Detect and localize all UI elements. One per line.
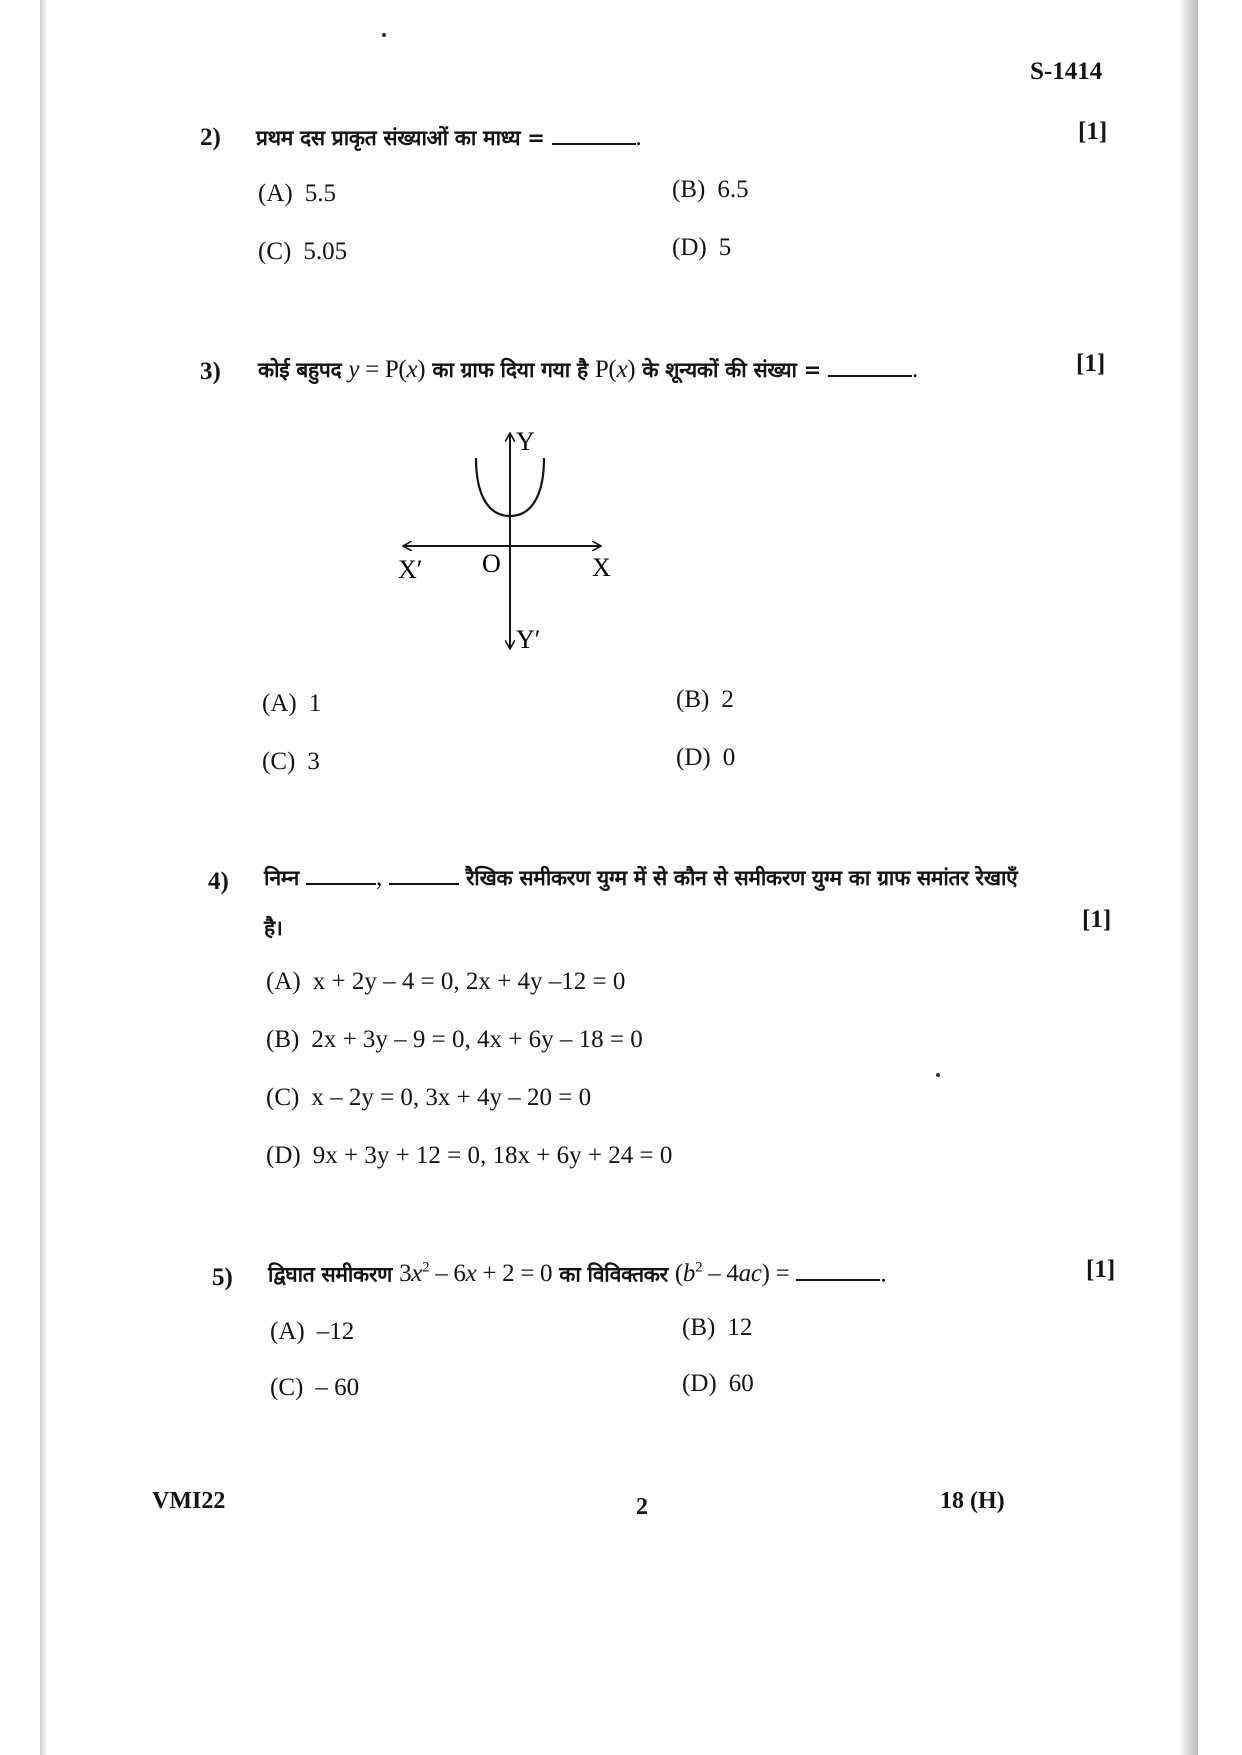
x-axis-label: X	[592, 553, 611, 582]
option-b	[676, 686, 734, 714]
option-c	[266, 1084, 591, 1112]
footer-version: 18 (H)	[940, 1488, 1005, 1514]
option-value: 3	[307, 748, 320, 775]
option-value: 60	[728, 1370, 754, 1397]
question-text-part: का विविक्तकर	[559, 1262, 668, 1287]
question-text: निम्न , रैखिक समीकरण युग्म में से कौन से समीकरण युग्म का ग्राफ समांतर रेखाएँ	[264, 864, 1018, 891]
question-number: 5)	[212, 1264, 233, 1291]
question-text-part: द्विघात समीकरण	[268, 1262, 393, 1287]
footer-code: VMI22	[152, 1488, 226, 1514]
option-c	[270, 1374, 359, 1402]
question-text: कोई बहुपद y = P(x) का ग्राफ दिया गया है P(x) के शून्यकों की संख्या = .	[258, 356, 918, 383]
question-text: प्रथम दस प्राकृत संख्याओं का माध्य = .	[256, 124, 642, 151]
math-expression: P(x)	[594, 356, 636, 383]
paper-code: S-1414	[1030, 58, 1103, 85]
option-c	[262, 748, 320, 776]
option-label: (B)	[672, 176, 706, 203]
option-value: 2	[721, 686, 734, 713]
option-value: x – 2y = 0, 3x + 4y – 20 = 0	[311, 1084, 592, 1111]
option-a	[270, 1318, 354, 1346]
option-label: (B)	[266, 1026, 300, 1053]
option-label: (D)	[676, 744, 711, 771]
question-marks: [1]	[1086, 1256, 1116, 1283]
option-value: 6.5	[717, 176, 749, 203]
math-expression: $3x^2 - 6x + 2 = 0$	[399, 1260, 553, 1288]
question-text-part: का ग्राफ दिया गया है	[432, 358, 588, 382]
option-value: 9x + 3y + 12 = 0, 18x + 6y + 24 = 0	[312, 1142, 673, 1169]
option-label: (C)	[262, 748, 296, 775]
math-expression: $(b^2 - 4ac)$ =	[674, 1260, 790, 1288]
question-number: 2)	[200, 124, 221, 151]
answer-blank	[828, 357, 912, 377]
answer-blank	[552, 125, 636, 145]
option-label: (A)	[266, 968, 301, 995]
origin-label: O	[482, 549, 501, 578]
option-a	[262, 690, 321, 718]
option-label: (C)	[270, 1374, 304, 1401]
question-text: द्विघात समीकरण $3x^2 - 6x + 2 = 0$ का विविक्तकर $(b^2 - 4ac)$ = .	[268, 1260, 887, 1288]
option-a	[258, 180, 336, 208]
page-number: 2	[636, 1494, 648, 1520]
option-value: –12	[316, 1318, 355, 1345]
scan-edge-left	[40, 0, 46, 1755]
option-d	[672, 234, 731, 262]
question-text-part: रैखिक समीकरण युग्म में से कौन से समीकरण युग्म का ग्राफ समांतर रेखाएँ	[465, 866, 1018, 890]
scan-speck	[936, 1073, 940, 1077]
option-value: 5.5	[304, 180, 336, 207]
question-text-line2: है।	[264, 916, 283, 940]
option-a	[266, 968, 625, 996]
scan-speck	[382, 33, 386, 37]
option-label: (B)	[682, 1314, 716, 1341]
math-expression: y = P(x)	[348, 356, 426, 383]
option-c	[258, 238, 347, 266]
question-marks: [1]	[1082, 906, 1112, 933]
option-value: – 60	[315, 1374, 360, 1401]
option-label: (A)	[258, 180, 293, 207]
option-value: 5.05	[303, 238, 348, 265]
option-value: 5	[718, 234, 732, 261]
y-axis-label: Y	[516, 427, 535, 456]
option-label: (C)	[258, 238, 292, 265]
option-b	[682, 1314, 752, 1342]
option-value: 0	[722, 744, 736, 771]
option-d	[266, 1142, 672, 1170]
option-label: (D)	[682, 1370, 717, 1397]
question-marks: [1]	[1078, 118, 1108, 145]
option-label: (D)	[672, 234, 707, 261]
question-text-part: निम्न	[264, 866, 299, 890]
question-text-main: प्रथम दस प्राकृत संख्याओं का माध्य =	[256, 126, 545, 150]
option-label: (C)	[266, 1084, 300, 1111]
answer-blank	[796, 1261, 880, 1281]
question-text-part: के शून्यकों की संख्या =	[642, 358, 821, 382]
option-b	[672, 176, 749, 204]
question-number: 4)	[208, 868, 229, 895]
answer-blank	[306, 865, 376, 885]
option-value: 12	[727, 1314, 753, 1341]
option-d	[676, 744, 735, 772]
question-marks: [1]	[1076, 350, 1106, 377]
x-neg-axis-label: X′	[398, 555, 423, 584]
question-number: 3)	[200, 358, 221, 385]
scan-edge-right	[1178, 0, 1198, 1755]
y-neg-axis-label: Y′	[516, 625, 541, 654]
option-d	[682, 1370, 754, 1398]
option-label: (D)	[266, 1142, 301, 1169]
polynomial-graph	[390, 426, 630, 656]
option-b	[266, 1026, 643, 1054]
option-label: (A)	[270, 1318, 305, 1345]
option-value: 2x + 3y – 9 = 0, 4x + 6y – 18 = 0	[311, 1026, 643, 1053]
answer-blank	[389, 865, 459, 885]
option-value: x + 2y – 4 = 0, 2x + 4y –12 = 0	[312, 968, 626, 995]
question-text-part: कोई बहुपद	[258, 358, 342, 382]
option-value: 1	[308, 690, 322, 717]
option-label: (A)	[262, 690, 297, 717]
option-label: (B)	[676, 686, 710, 713]
